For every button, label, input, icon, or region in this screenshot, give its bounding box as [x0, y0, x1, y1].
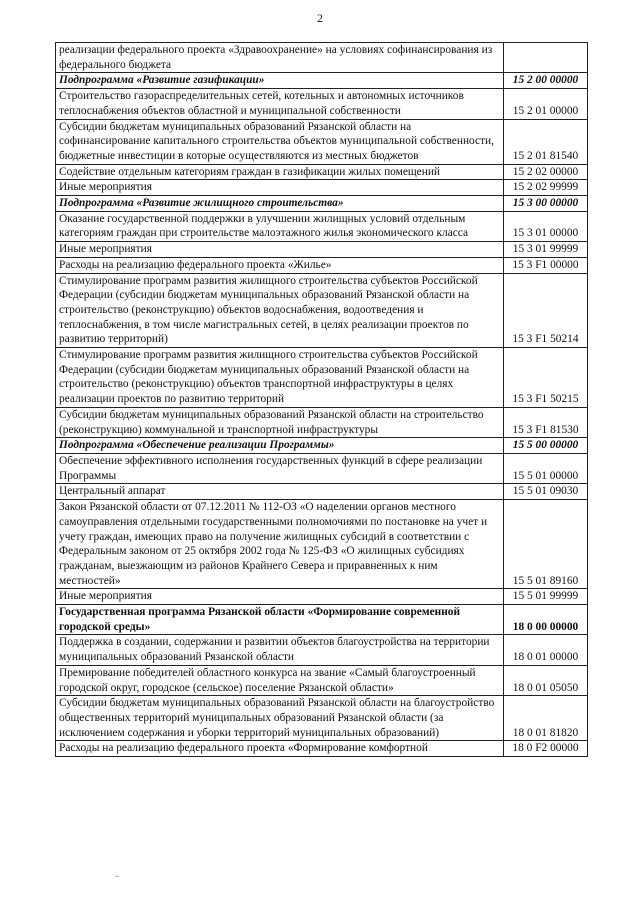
table-row: [56, 43, 588, 73]
row-code: 15 5 00 00000: [504, 438, 588, 454]
table-row: [56, 211, 588, 241]
subprogram-row: [56, 196, 588, 212]
row-code: 15 5 01 09030: [504, 484, 588, 500]
table-row: [56, 484, 588, 500]
row-name: Подпрограмма «Развитие жилищного строительства»: [56, 196, 504, 212]
table-row: [56, 89, 588, 119]
row-name: Стимулирование программ развития жилищного строительства субъектов Российской Федерации (субсидии бюджетам муниципальных образований Рязанской области на строительство (реконструкцию) объектов водоснабжения, водоотведения и теплоснабжения, в том числе магистральных сетей, в целях реализации проектов по развитию территорий): [56, 273, 504, 348]
row-code: 15 2 01 00000: [504, 89, 588, 119]
table-row: [56, 696, 588, 741]
table-row: [56, 589, 588, 605]
row-name: Стимулирование программ развития жилищного строительства субъектов Российской Федерации (субсидии бюджетам муниципальных образований Рязанской области на строительство (реконструкцию) объектов транспортной инфраструктуры в целях реализации проектов по развитию территорий: [56, 348, 504, 408]
table-row: [56, 257, 588, 273]
row-code: 15 3 01 00000: [504, 211, 588, 241]
row-code: 15 2 02 00000: [504, 164, 588, 180]
row-code: 15 3 00 00000: [504, 196, 588, 212]
row-name: Содействие отдельным категориям граждан в газификации жилых помещений: [56, 164, 504, 180]
row-name: Расходы на реализацию федерального проекта «Формирование комфортной: [56, 741, 504, 757]
row-name: Иные мероприятия: [56, 180, 504, 196]
table-row: [56, 500, 588, 589]
table-body: [56, 43, 588, 757]
row-name: Иные мероприятия: [56, 589, 504, 605]
row-code: 15 3 F1 00000: [504, 257, 588, 273]
table-row: [56, 273, 588, 348]
row-code: 15 2 00 00000: [504, 73, 588, 89]
row-name: Субсидии бюджетам муниципальных образований Рязанской области на благоустройство общественных территорий муниципальных образований Рязанской области (за исключением содержания и уборки территорий муниципальных образований): [56, 696, 504, 741]
program-row: [56, 605, 588, 635]
row-code: 15 5 01 00000: [504, 453, 588, 483]
row-code: 18 0 F2 00000: [504, 741, 588, 757]
table-row: [56, 180, 588, 196]
table-row: [56, 741, 588, 757]
scan-mark: [115, 876, 119, 877]
budget-classification-table: [55, 42, 588, 757]
row-name: Субсидии бюджетам муниципальных образований Рязанской области на софинансирование капитального строительства объектов муниципальной собственности, бюджетные инвестиции в которые осуществляются из местных бюджетов: [56, 119, 504, 164]
row-name: Оказание государственной поддержки в улучшении жилищных условий отдельным категориям граждан при строительстве малоэтажного жилья экономического класса: [56, 211, 504, 241]
table-row: [56, 407, 588, 437]
table-row: [56, 119, 588, 164]
table-row: [56, 635, 588, 665]
row-code: 18 0 01 00000: [504, 635, 588, 665]
row-name: Премирование победителей областного конкурса на звание «Самый благоустроенный городской округ, городское (сельское) поселение Рязанской области»: [56, 665, 504, 695]
row-name: Государственная программа Рязанской области «Формирование современной городской среды»: [56, 605, 504, 635]
row-code: 15 2 02 99999: [504, 180, 588, 196]
table-row: [56, 453, 588, 483]
row-name: Подпрограмма «Обеспечение реализации Программы»: [56, 438, 504, 454]
row-code: 15 5 01 89160: [504, 500, 588, 589]
page-number: 2: [317, 11, 323, 25]
row-code: 15 3 F1 50214: [504, 273, 588, 348]
table-row: [56, 665, 588, 695]
row-code: 15 5 01 99999: [504, 589, 588, 605]
row-code: 15 3 F1 50215: [504, 348, 588, 408]
row-code: 18 0 00 00000: [504, 605, 588, 635]
table-row: [56, 164, 588, 180]
subprogram-row: [56, 438, 588, 454]
subprogram-row: [56, 73, 588, 89]
row-name: Иные мероприятия: [56, 242, 504, 258]
row-code: 18 0 01 05050: [504, 665, 588, 695]
row-name: Обеспечение эффективного исполнения государственных функций в сфере реализации Программы: [56, 453, 504, 483]
row-name: Центральный аппарат: [56, 484, 504, 500]
table-row: [56, 242, 588, 258]
row-name: Поддержка в создании, содержании и развитии объектов благоустройства на территории муниципальных образований Рязанской области: [56, 635, 504, 665]
row-name: Строительство газораспределительных сетей, котельных и автономных источников теплоснабжения объектов областной и муниципальной собственности: [56, 89, 504, 119]
row-name: Подпрограмма «Развитие газификации»: [56, 73, 504, 89]
row-code: 15 3 01 99999: [504, 242, 588, 258]
row-name: реализации федерального проекта «Здравоохранение» на условиях софинансирования из федерального бюджета: [56, 43, 504, 73]
row-code: [504, 43, 588, 73]
row-code: 15 3 F1 81530: [504, 407, 588, 437]
row-name: Закон Рязанской области от 07.12.2011 № 112-ОЗ «О наделении органов местного самоуправления отдельными государственными полномочиями по постановке на учет и учету граждан, имеющих право на получение жилищных субсидий в соответствии с Федеральным законом от 25 октября 2002 года № 125-ФЗ «О жилищных субсидиях гражданам, выезжающим из районов Крайнего Севера и приравненных к ним местностей»: [56, 500, 504, 589]
row-code: 18 0 01 81820: [504, 696, 588, 741]
row-name: Субсидии бюджетам муниципальных образований Рязанской области на строительство (реконструкцию) коммунальной и транспортной инфраструктуры: [56, 407, 504, 437]
table-row: [56, 348, 588, 408]
row-code: 15 2 01 81540: [504, 119, 588, 164]
row-name: Расходы на реализацию федерального проекта «Жилье»: [56, 257, 504, 273]
